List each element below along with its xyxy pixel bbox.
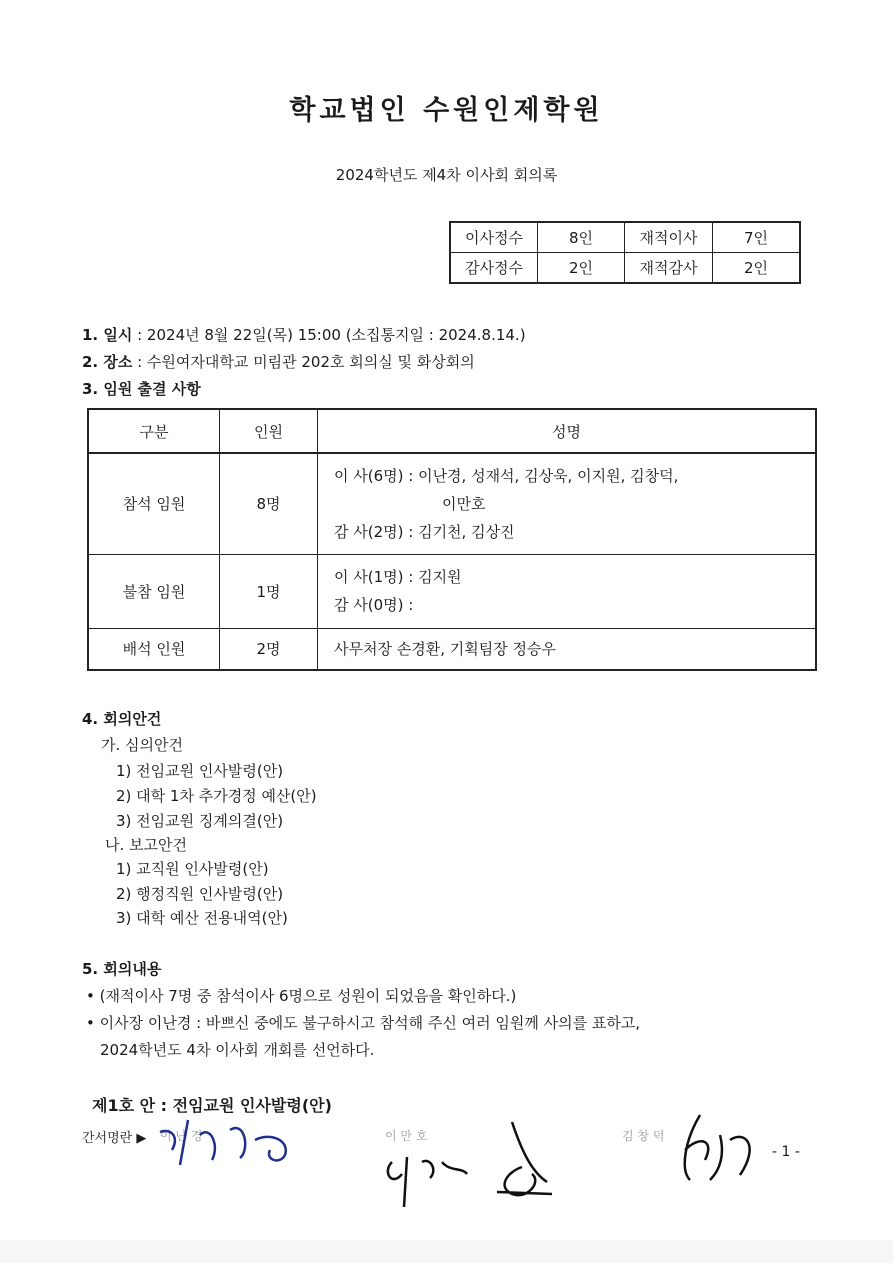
member-count-table: [449, 221, 801, 284]
count-row: [450, 222, 800, 253]
agenda-item: 3) 전임교원 징계의결(안): [116, 812, 284, 830]
count-label: 재적감사: [625, 253, 713, 284]
count-cell: 2명: [220, 628, 318, 670]
deliberation-heading: 가. 심의안건: [101, 736, 183, 754]
signature-mark-3: [670, 1110, 770, 1190]
agenda-item: 3) 대학 예산 전용내역(안): [116, 909, 288, 927]
names-line: 감 사(0명) :: [334, 596, 414, 614]
meeting-date: [82, 324, 526, 345]
proceedings-continuation: 2024학년도 4차 이사회 개회를 선언하다.: [100, 1041, 375, 1059]
proceedings-bullet: • 이사장 이난경 : 바쁘신 중에도 불구하시고 참석해 주신 여러 임원께 사의를 표하고,: [86, 1014, 641, 1032]
header-count: 인원: [220, 409, 318, 453]
header-category: 구분: [88, 409, 220, 453]
names-line: 이 사(1명) : 김지원: [334, 568, 462, 586]
page-number: - 1 -: [772, 1144, 800, 1160]
report-heading: 나. 보고안건: [105, 836, 187, 854]
proceedings-heading: 5. 회의내용: [82, 960, 162, 978]
signature-name-3: 김 창 덕: [622, 1129, 665, 1143]
names-cell: 사무처장 손경환, 기획팀장 정승우: [318, 628, 817, 670]
count-cell: 1명: [220, 554, 318, 628]
place-text: : 수원여자대학교 미림관 202호 회의실 및 화상회의: [132, 353, 475, 371]
signature-name-1: 이 난 경: [160, 1129, 203, 1143]
agenda-item: 1) 교직원 인사발령(안): [116, 860, 269, 878]
date-label: 1. 일시: [82, 326, 133, 344]
names-line: 감 사(2명) : 김기천, 김상진: [334, 522, 515, 541]
proceedings-bullet: • (재적이사 7명 중 참석이사 6명으로 성원이 되었음을 확인하다.): [86, 987, 517, 1005]
count-value: 2인: [713, 253, 801, 284]
signature-label: 간서명란 ▶: [82, 1131, 147, 1146]
count-value: 8인: [538, 222, 625, 253]
attendance-header-row: [88, 409, 816, 453]
document-title: 학교법인 수원인제학원: [289, 95, 604, 126]
agenda-item: 1) 전임교원 인사발령(안): [116, 762, 284, 780]
date-text: : 2024년 8월 22일(목) 15:00 (소집통지일 : 2024.8.14.): [132, 326, 526, 344]
category-cell: 불참 임원: [88, 554, 220, 628]
signature-mark-2: [372, 1112, 562, 1212]
attendance-heading: 3. 임원 출결 사항: [82, 380, 201, 398]
document-subtitle: 2024학년도 제4차 이사회 회의록: [335, 166, 558, 184]
agenda-item: 2) 행정직원 인사발령(안): [116, 885, 284, 903]
signature-name-2: 이 만 호: [385, 1129, 428, 1143]
item1-heading: 제1호 안 : 전임교원 인사발령(안): [92, 1096, 332, 1115]
attendance-row-present: [88, 453, 816, 554]
signature-mark-1: [150, 1110, 330, 1170]
count-row: [450, 253, 800, 284]
category-cell: 배석 인원: [88, 628, 220, 670]
names-line: 이 사(6명) : 이난경, 성재석, 김상욱, 이지원, 김창덕,: [334, 466, 679, 485]
agenda-item: 2) 대학 1차 추가경정 예산(안): [116, 787, 317, 805]
meeting-place: [82, 351, 475, 372]
category-cell: 참석 임원: [88, 453, 220, 554]
names-line: 이만호: [442, 494, 486, 513]
bullet-mark: •: [86, 1014, 100, 1032]
attendance-row-observers: [88, 628, 816, 670]
count-label: 재적이사: [625, 222, 713, 253]
count-label: 이사정수: [450, 222, 538, 253]
attendance-table: [87, 408, 817, 671]
count-cell: 8명: [220, 453, 318, 554]
names-cell: [318, 453, 817, 554]
count-value: 2인: [538, 253, 625, 284]
header-names: 성명: [318, 409, 817, 453]
agenda-heading: 4. 회의안건: [82, 710, 162, 728]
bullet-mark: •: [86, 987, 100, 1005]
count-value: 7인: [713, 222, 801, 253]
page-bottom-edge: [0, 1240, 893, 1263]
count-label: 감사정수: [450, 253, 538, 284]
names-cell: [318, 554, 817, 628]
place-label: 2. 장소: [82, 353, 133, 371]
attendance-row-absent: [88, 554, 816, 628]
